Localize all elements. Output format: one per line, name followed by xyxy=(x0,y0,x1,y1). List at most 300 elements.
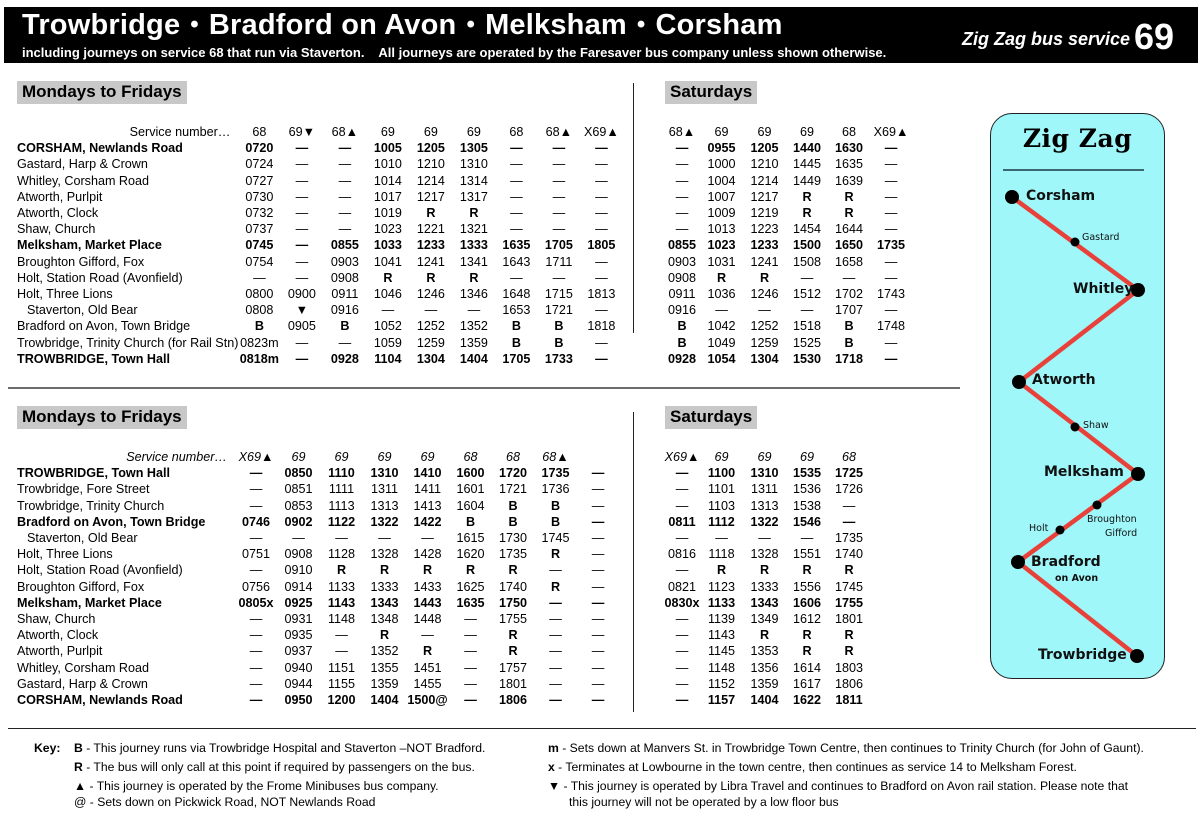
departure-time: 1705 xyxy=(544,238,573,253)
departure-time: — xyxy=(552,173,566,188)
key-item-triangle-up: ▲ - This journey is operated by the Frome Minibuses bus company. xyxy=(74,779,439,793)
departure-time: 1743 xyxy=(876,287,906,302)
departure-time: — xyxy=(595,141,608,156)
departure-time: — xyxy=(675,482,689,497)
stop-dot-broughton-gifford xyxy=(1093,501,1102,510)
timetable-row xyxy=(664,351,912,367)
departure-time: — xyxy=(595,157,608,172)
departure-time: 1410 xyxy=(413,466,442,481)
departure-time: 1214 xyxy=(416,173,445,188)
timetable-row xyxy=(664,270,912,286)
departure-time: 1059 xyxy=(373,335,402,350)
departure-time: — xyxy=(249,693,263,708)
departure-time: 1352 xyxy=(459,319,488,334)
key-item-triangle-down-cont: this journey will not be operated by a low floor bus xyxy=(569,795,839,809)
stop-name: Atworth, Clock xyxy=(17,206,99,221)
departure-time: 1133 xyxy=(707,595,736,610)
departure-time: 0903 xyxy=(667,254,697,269)
departure-time: 1745 xyxy=(541,531,570,546)
departure-time: — xyxy=(510,141,523,156)
departure-time: — xyxy=(549,595,562,610)
service-number: 69 xyxy=(466,125,481,139)
departure-time: B xyxy=(508,514,518,529)
departure-time: — xyxy=(549,660,562,675)
departure-time: R xyxy=(550,547,561,562)
stop-name: Holt, Station Road (Avonfield) xyxy=(17,270,183,285)
departure-time: — xyxy=(675,189,689,204)
departure-time: — xyxy=(549,628,562,643)
departure-time: — xyxy=(675,628,689,643)
departure-time: — xyxy=(510,206,523,221)
departure-time: — xyxy=(510,173,523,188)
departure-time: R xyxy=(336,563,347,578)
departure-time: — xyxy=(249,660,263,675)
departure-time: 1052 xyxy=(373,319,402,334)
departure-time: 1536 xyxy=(792,482,822,497)
brand-label: Zig Zag bus service xyxy=(962,29,1131,49)
stop-name: Gastard, Harp & Crown xyxy=(17,676,148,691)
departure-time: R xyxy=(802,206,812,221)
departure-time: 1328 xyxy=(750,547,779,562)
departure-time: 1735 xyxy=(834,531,864,546)
service-number: X69▲ xyxy=(238,450,274,464)
timetable-inbound-sat xyxy=(664,449,870,708)
departure-time: — xyxy=(552,141,566,156)
map-label-bradford-sub: on Avon xyxy=(1055,573,1099,584)
departure-time: — xyxy=(884,270,898,285)
departure-time: 1606 xyxy=(792,595,822,610)
departure-time: 1041 xyxy=(373,254,402,269)
departure-time: 1157 xyxy=(707,693,736,708)
departure-time: — xyxy=(758,303,771,318)
departure-time: 1411 xyxy=(413,482,442,497)
timetable-row xyxy=(664,611,870,627)
departure-time: — xyxy=(249,644,263,659)
departure-time: 0732 xyxy=(245,206,274,221)
departure-time: 1205 xyxy=(750,141,779,156)
timetable-row xyxy=(17,676,619,692)
departure-time: 1128 xyxy=(327,547,356,562)
timetable-row xyxy=(664,530,870,546)
departure-time: 1004 xyxy=(707,173,736,188)
departure-time: 1341 xyxy=(459,254,488,269)
departure-time: 0855 xyxy=(667,238,697,253)
departure-time: 1801 xyxy=(498,676,528,691)
departure-time: 0944 xyxy=(284,676,313,691)
timetable-row xyxy=(664,498,870,514)
stop-name: Holt, Three Lions xyxy=(17,287,113,302)
key-item-m: m - Sets down at Manvers St. in Trowbridge Town Centre, then continues to Trinity Church (for John of Gaunt). xyxy=(548,741,1144,755)
service-number: 69 xyxy=(380,125,395,139)
timetable-row xyxy=(664,692,870,708)
map-label-corsham: Corsham xyxy=(1026,188,1096,204)
departure-time: 0853 xyxy=(284,498,313,513)
timetable-row xyxy=(17,643,619,659)
departure-time: — xyxy=(552,270,566,285)
key-label: Key: xyxy=(34,741,61,755)
timetable-row xyxy=(17,318,622,334)
departure-time: 1500@ xyxy=(407,693,448,708)
timetable-row xyxy=(17,660,619,676)
stop-name: Melksham, Market Place xyxy=(17,595,162,610)
departure-time: — xyxy=(295,173,309,188)
timetable-row xyxy=(664,156,912,172)
timetable-row xyxy=(17,286,622,302)
timetable-row xyxy=(664,335,912,351)
departure-time: 1740 xyxy=(498,579,528,594)
departure-time: 1343 xyxy=(370,595,399,610)
departure-time: R xyxy=(469,270,479,285)
stop-name: Shaw, Church xyxy=(17,612,96,627)
departure-time: — xyxy=(338,157,352,172)
service-number: 69 xyxy=(420,450,435,464)
departure-time: 1353 xyxy=(750,644,779,659)
departure-time: R xyxy=(379,628,390,643)
stop-dot-corsham xyxy=(1005,190,1019,204)
departure-time: 1005 xyxy=(373,141,402,156)
departure-time: B xyxy=(677,335,687,350)
departure-time: 1525 xyxy=(792,335,822,350)
service-number: 68 xyxy=(841,125,856,139)
departure-time: 1733 xyxy=(544,351,573,366)
stop-name: Atworth, Purlpit xyxy=(17,189,103,204)
departure-time: — xyxy=(292,531,305,546)
service-number: 69 xyxy=(757,450,772,464)
departure-time: 0855 xyxy=(330,238,359,253)
service-number: 69 xyxy=(799,450,814,464)
departure-time: 1726 xyxy=(834,482,864,497)
stop-name: Holt, Three Lions xyxy=(17,547,113,562)
departure-time: 1551 xyxy=(792,547,822,562)
departure-time: 0756 xyxy=(241,579,271,594)
service-number: 68▲ xyxy=(542,450,569,464)
departure-time: 1152 xyxy=(707,676,736,691)
departure-time: 1805 xyxy=(587,238,616,253)
departure-time: — xyxy=(675,206,689,221)
departure-time: 1346 xyxy=(459,287,488,302)
departure-time: — xyxy=(249,676,263,691)
departure-time: — xyxy=(253,270,266,285)
stop-dot-melksham xyxy=(1131,467,1145,481)
departure-time: 0911 xyxy=(668,287,696,302)
departure-time: 1454 xyxy=(792,222,822,237)
departure-time: — xyxy=(675,466,689,481)
departure-time: R xyxy=(802,189,812,204)
departure-time: — xyxy=(591,644,605,659)
timetable-row xyxy=(664,140,912,156)
departure-time: 1806 xyxy=(834,676,864,691)
departure-time: R xyxy=(426,270,436,285)
departure-time: — xyxy=(884,189,898,204)
stop-name: Shaw, Church xyxy=(17,222,96,237)
departure-time: 1014 xyxy=(373,173,402,188)
departure-time: 1735 xyxy=(498,547,528,562)
timetable-row xyxy=(17,237,622,253)
timetable-row xyxy=(664,676,870,692)
departure-time: — xyxy=(295,351,309,366)
departure-time: B xyxy=(254,319,264,334)
departure-time: B xyxy=(511,319,521,334)
timetable-row xyxy=(17,562,619,578)
departure-time: — xyxy=(549,644,562,659)
timetable-row xyxy=(17,270,622,286)
departure-time: 1241 xyxy=(416,254,445,269)
departure-time: 1635 xyxy=(456,595,485,610)
departure-time: — xyxy=(884,254,898,269)
departure-time: — xyxy=(884,141,898,156)
departure-time: — xyxy=(800,270,814,285)
departure-time: B xyxy=(554,319,564,334)
departure-time: 1750 xyxy=(498,595,528,610)
departure-time: 1404 xyxy=(750,693,779,708)
departure-time: 1617 xyxy=(792,676,822,691)
stop-name: Gastard, Harp & Crown xyxy=(17,157,148,172)
departure-time: — xyxy=(549,676,562,691)
departure-time: 1413 xyxy=(413,498,442,513)
timetable-row xyxy=(17,205,622,221)
header-banner xyxy=(4,7,1198,63)
departure-time: — xyxy=(549,563,562,578)
departure-time: — xyxy=(675,660,689,675)
stop-name: Bradford on Avon, Town Bridge xyxy=(17,514,206,529)
departure-time: 1010 xyxy=(373,157,402,172)
departure-time: — xyxy=(758,531,771,546)
departure-time: 1349 xyxy=(750,612,779,627)
departure-time: — xyxy=(595,303,608,318)
departure-time: — xyxy=(595,335,608,350)
departure-time: — xyxy=(338,206,352,221)
departure-time: 1151 xyxy=(327,660,356,675)
departure-time: 1223 xyxy=(750,222,779,237)
departure-time: 1702 xyxy=(834,287,864,302)
departure-time: 0940 xyxy=(284,660,313,675)
departure-time: 1639 xyxy=(834,173,864,188)
service-number-row xyxy=(664,124,912,140)
departure-time: 1803 xyxy=(834,660,864,675)
separator: • xyxy=(190,11,199,38)
departure-time: 1721 xyxy=(498,482,528,497)
departure-time: 1711 xyxy=(545,254,573,269)
departure-time: R xyxy=(508,628,518,643)
stop-name: Whitley, Corsham Road xyxy=(17,660,150,675)
departure-time: 1620 xyxy=(456,547,485,562)
departure-time: 1033 xyxy=(373,238,402,253)
departure-time: 1217 xyxy=(750,189,779,204)
timetable-row xyxy=(664,546,870,562)
departure-time: 1252 xyxy=(416,319,445,334)
departure-time: — xyxy=(338,222,352,237)
departure-time: — xyxy=(675,693,689,708)
departure-time: 1333 xyxy=(370,579,399,594)
departure-time: 1359 xyxy=(459,335,488,350)
map-label-broughton: Broughton xyxy=(1087,514,1137,525)
timetable-row xyxy=(664,302,912,318)
departure-time: 1715 xyxy=(544,287,573,302)
departure-time: 1730 xyxy=(498,531,528,546)
departure-time: 1707 xyxy=(834,303,864,318)
timetable-row xyxy=(17,156,622,172)
departure-time: — xyxy=(510,270,523,285)
timetable-row xyxy=(664,221,912,237)
departure-time: — xyxy=(552,222,566,237)
timetable-outbound-sat xyxy=(664,124,912,367)
departure-time: — xyxy=(378,531,391,546)
departure-time: 0816 xyxy=(667,547,697,562)
departure-time: 1658 xyxy=(834,254,864,269)
departure-time: 1356 xyxy=(750,660,779,675)
departure-time: 1745 xyxy=(834,579,864,594)
departure-time: 0730 xyxy=(245,189,274,204)
stop-name: Atworth, Clock xyxy=(17,628,99,643)
timetable-row xyxy=(664,189,912,205)
departure-time: 1359 xyxy=(750,676,779,691)
departure-time: — xyxy=(842,498,856,513)
departure-time: 0908 xyxy=(667,270,697,285)
departure-time: — xyxy=(249,563,263,578)
departure-time: 0808 xyxy=(245,303,274,318)
departure-time: — xyxy=(295,335,309,350)
departure-time: 1214 xyxy=(750,173,779,188)
departure-time: R xyxy=(426,206,436,221)
timetable-row xyxy=(17,514,619,530)
departure-time: — xyxy=(295,238,309,253)
departure-time: R xyxy=(465,563,476,578)
service-number: 68 xyxy=(463,450,478,464)
departure-time: 1122 xyxy=(327,514,356,529)
departure-time: — xyxy=(552,206,566,221)
departure-time: 0823m xyxy=(240,335,279,350)
timetable-row xyxy=(664,205,912,221)
departure-time: — xyxy=(591,579,605,594)
departure-time: 1145 xyxy=(707,644,736,659)
service-number: 69 xyxy=(714,450,729,464)
departure-time: 1735 xyxy=(876,238,906,253)
departure-time: 1755 xyxy=(498,612,528,627)
departure-time: 1648 xyxy=(502,287,531,302)
departure-time: 1443 xyxy=(413,595,442,610)
departure-time: 1221 xyxy=(416,222,445,237)
departure-time: — xyxy=(675,644,689,659)
departure-time: 1735 xyxy=(541,466,570,481)
departure-time: 0928 xyxy=(667,351,697,366)
stop-name: Trowbridge, Fore Street xyxy=(17,482,150,497)
departure-time: 0821 xyxy=(667,579,697,594)
timetable-row xyxy=(17,302,622,318)
departure-time: 1343 xyxy=(750,595,779,610)
departure-time: — xyxy=(675,141,689,156)
stop-dot-shaw xyxy=(1071,423,1080,432)
departure-time: 1210 xyxy=(416,157,445,172)
departure-time: — xyxy=(467,303,481,318)
departure-time: 1111 xyxy=(328,482,355,497)
departure-time: 1017 xyxy=(373,189,402,204)
departure-time: ▼ xyxy=(295,303,309,318)
key-item-x: x - Terminates at Lowbourne in the town centre, then continues as service 14 to Melksham Forest. xyxy=(548,760,1077,774)
departure-time: — xyxy=(675,531,689,546)
timetable-row xyxy=(17,189,622,205)
departure-time: 1112 xyxy=(708,514,735,529)
departure-time: — xyxy=(295,141,309,156)
service-number-badge: 69 xyxy=(1134,16,1175,57)
stop-name: Broughton Gifford, Fox xyxy=(17,254,145,269)
departure-time: 1007 xyxy=(707,189,736,204)
departure-time: R xyxy=(379,563,390,578)
town-name: Bradford on Avon xyxy=(208,9,457,41)
departure-time: 1612 xyxy=(792,612,822,627)
departure-time: 1333 xyxy=(459,238,488,253)
departure-time: — xyxy=(591,498,605,513)
departure-time: 1635 xyxy=(834,157,864,172)
service-number-label: Service number… xyxy=(126,450,227,464)
departure-time: — xyxy=(338,189,352,204)
departure-time: 1219 xyxy=(750,206,779,221)
departure-time: — xyxy=(295,254,309,269)
departure-time: — xyxy=(595,254,608,269)
departure-time: 1013 xyxy=(707,222,736,237)
departure-time: — xyxy=(249,498,263,513)
timetable-row xyxy=(17,530,619,546)
stop-name: Bradford on Avon, Town Bridge xyxy=(17,319,191,334)
stop-name: TROWBRIDGE, Town Hall xyxy=(17,466,170,481)
departure-time: 0908 xyxy=(330,270,359,285)
stop-name: CORSHAM, Newlands Road xyxy=(17,141,183,156)
departure-time: R xyxy=(508,563,518,578)
departure-time: 1705 xyxy=(502,351,531,366)
service-number: 68 xyxy=(252,125,267,139)
key-divider xyxy=(8,728,1196,729)
departure-time: — xyxy=(549,612,562,627)
departure-time: — xyxy=(295,222,309,237)
timetable-row xyxy=(664,562,870,578)
departure-time: 1740 xyxy=(834,547,864,562)
departure-time: — xyxy=(295,157,309,172)
timetable-row xyxy=(17,351,622,367)
departure-time: 1233 xyxy=(416,238,445,253)
departure-time: 1535 xyxy=(792,466,822,481)
departure-time: 1348 xyxy=(370,612,399,627)
departure-time: — xyxy=(715,531,728,546)
timetable-row xyxy=(664,318,912,334)
service-number: 69 xyxy=(714,125,729,139)
departure-time: 1725 xyxy=(834,466,864,481)
departure-time: 1720 xyxy=(498,466,528,481)
departure-time: — xyxy=(675,173,689,188)
map-title: Zig Zag xyxy=(1022,124,1133,153)
departure-time: 1110 xyxy=(328,466,355,481)
timetable-row xyxy=(17,465,619,481)
departure-time: 1036 xyxy=(707,287,736,302)
stop-dot-bradford xyxy=(1011,555,1025,569)
departure-time: 0746 xyxy=(241,514,271,529)
departure-time: — xyxy=(591,514,605,529)
departure-time: — xyxy=(338,173,352,188)
stop-name: Holt, Station Road (Avonfield) xyxy=(17,563,183,578)
timetable-row xyxy=(17,627,619,643)
departure-time: 1630 xyxy=(834,141,864,156)
subtitle: including journeys on service 68 that run via Staverton. All journeys are operated by the Faresaver bus company unless shown otherwise. xyxy=(22,45,887,60)
timetable-row xyxy=(664,595,870,611)
map-label-bradford: Bradford xyxy=(1031,554,1101,570)
departure-time: — xyxy=(675,498,689,513)
departure-time: — xyxy=(510,222,523,237)
departure-time: — xyxy=(464,612,477,627)
departure-time: — xyxy=(595,173,608,188)
departure-time: 1644 xyxy=(834,222,864,237)
departure-time: — xyxy=(884,173,898,188)
timetable-row xyxy=(664,627,870,643)
departure-time: 0911 xyxy=(331,287,359,302)
departure-time: 1118 xyxy=(708,547,735,562)
